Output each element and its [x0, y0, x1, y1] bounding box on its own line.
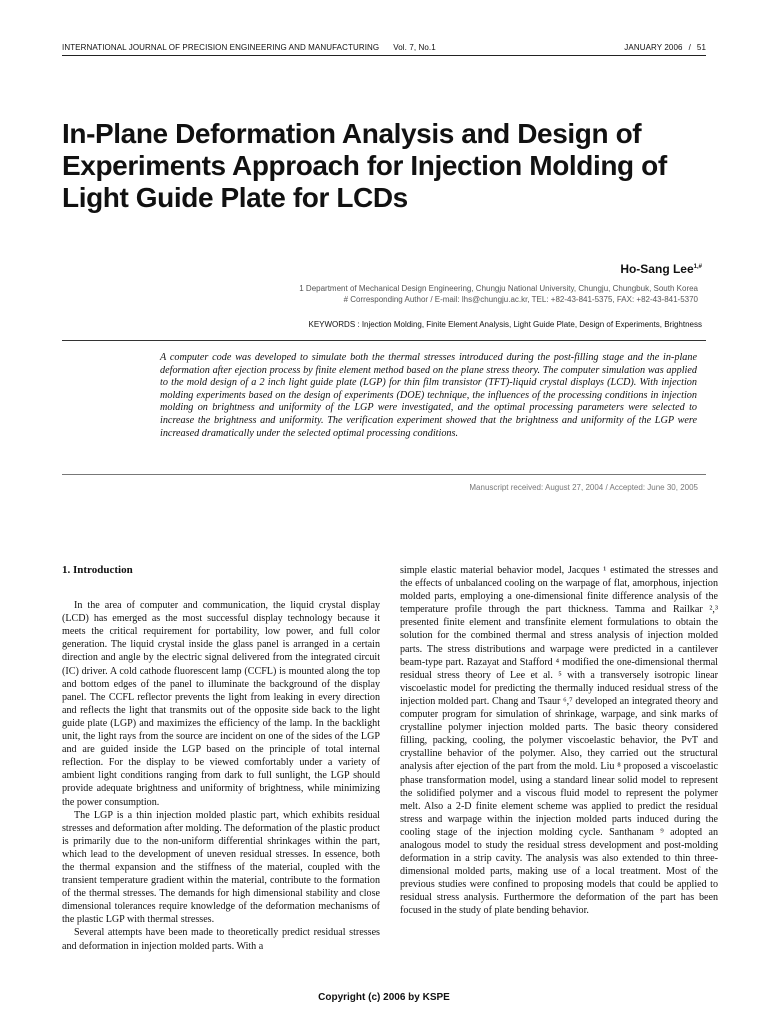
author-marks: 1,#	[693, 264, 702, 270]
header-separator: /	[688, 43, 691, 52]
issue-date: JANUARY 2006	[624, 43, 683, 52]
divider-bottom	[62, 474, 706, 475]
paragraph: Several attempts have been made to theoretically predict residual stresses and deformation in injection molded parts. With a	[62, 927, 380, 952]
paper-title: In-Plane Deformation Analysis and Design of Experiments Approach for Injection Molding of Light Guide Plate for LCDs	[62, 118, 667, 213]
section-heading: 1. Introduction	[62, 564, 133, 576]
column-left	[62, 564, 380, 953]
journal-name: INTERNATIONAL JOURNAL OF PRECISION ENGINEERING AND MANUFACTURING	[62, 43, 380, 52]
paragraph: In the area of computer and communication, the liquid crystal display (LCD) has emerged as the most successful display technology because it meets the critical requirement for portability, low power, and full color generation. The liquid crystal inside the glass panel is arranged in a certain direction and angle by the electric signal delivered from the integrated circuit (IC) driver. A cold cathode fluorescent lamp (CCFL) is mounted along the top and bottom edges of the panel to illuminate the background of the display panel. The CCFL reflector prevents the light from leaking in every direction and reflects the light that transmits out of the opposite side back to the light guide plate (LGP) and maximizes the efficiency of the lamp. In the backlight unit, the light rays from the source are incident on one of the sides of the LGP and are guided inside the LGP based on the principle of total internal reflection. For the display to be viewed comfortably under a variety of ambient light conditions ranging from dark to full sunlight, the LGP should provide adequate brightness and uniformity of brightness, while minimizing the power consumption.	[62, 600, 380, 808]
running-header	[62, 41, 706, 56]
page-number: 51	[696, 43, 706, 52]
copyright-notice: Copyright (c) 2006 by KSPE	[318, 992, 450, 1003]
corresponding-author: # Corresponding Author / E-mail: lhs@chungju.ac.kr, TEL: +82-43-841-5375, FAX: +82-43-841-5370	[343, 295, 698, 304]
volume-issue: Vol. 7, No.1	[393, 43, 436, 52]
abstract: A computer code was developed to simulate both the thermal stresses introduced during the post-filling stage and the in-plane deformation after ejection process by finite element method based on the plane stress theory. The computer simulation was applied to the mold design of a 2 inch light guide plate (LGP) for thin film transistor (TFT)-liquid crystal displays (LCD). With injection molding experiments based on the design of experiments (DOE) technique, the influences of the processing conditions in injection molding on brightness and uniformity of the LGP were investigated, and the optimal processing parameters were selected to increase the brightness and uniformity. The verification experiment showed that the brightness and uniformity of the LGP were increased dramatically under the selected optimal processing conditions.	[160, 352, 697, 439]
column-right	[400, 564, 718, 918]
author-name: Ho-Sang Lee	[620, 262, 694, 276]
affiliation-1: 1 Department of Mechanical Design Engineering, Chungju National University, Chungju, Chungbuk, South Korea	[299, 284, 698, 293]
author-line	[620, 262, 702, 276]
manuscript-dates: Manuscript received: August 27, 2004 / Accepted: June 30, 2005	[469, 483, 698, 492]
divider-top	[62, 340, 706, 341]
paragraph-continued: simple elastic material behavior model, Jacques ¹ estimated the stresses and the effects of unbalanced cooling on the warpage of flat, amorphous, injection molded parts, employing a one-dimensional finite difference analysis of the temperature profile through the part thickness. Tamma and Railkar ²,³ presented finite element and transfinite element formulations to obtain the solution for the combined thermal and stress analysis of injection molded parts. The stress distributions and warpage were predicted in a cantilever beam-type part. Razayat and Stafford ⁴ modified the one-dimensional thermal residual stress theory of Lee et al. ⁵ with a transversely isotropic linear viscoelastic model for predicting the thermally induced residual stress of the injection molded part. Chang and Tsaur ⁶,⁷ developed an integrated theory and computer program for simulation of shrinkage, warpage, and sink marks of crystalline polymer injection molded parts. The basic theory considered filling, packing, cooling, the polymer viscoelastic behavior, the PvT and crystalline behavior of the polymer. Also, they carried out the structural analysis after ejection of the part from the mold. Liu ⁸ proposed a viscoelastic phase transformation model, using a standard linear solid model to represent the solidified polymer and a viscous fluid model to represent the polymer melt. Also a 2-D finite element scheme was applied to predict the residual stress and warpage within the injection molded parts induced during the cooling stage of the injection molding cycle. Santhanam ⁹ adopted an analogous model to study the residual stress development and post-molding deformation in a strip cavity. The analysis was also extended to thin three-dimensional molded parts, making use of a local treatment. Most of the previous studies were confined to proposing models that could be applied to residual stress analysis. Furthermore the deformation of the part has been focused in the study of plate bending behavior.	[400, 565, 718, 917]
paragraph: The LGP is a thin injection molded plastic part, which exhibits residual stresses and deformation after molding. The deformation of the plastic product is primarily due to the non-uniform differential shrinkages within the part, which lead to the development of uneven residual stresses. In essence, both the thermal expansion and the stiffness of the material, coupled with the transient temperature gradient within the material, contribute to the formation of the thermal stresses. The demands for high dimensional stability and close dimensional tolerances require knowledge of the deformation mechanisms of the plastic LGP with thermal stresses.	[62, 809, 380, 926]
keywords: KEYWORDS : Injection Molding, Finite Element Analysis, Light Guide Plate, Design of Experiments, Brightness	[308, 320, 702, 329]
